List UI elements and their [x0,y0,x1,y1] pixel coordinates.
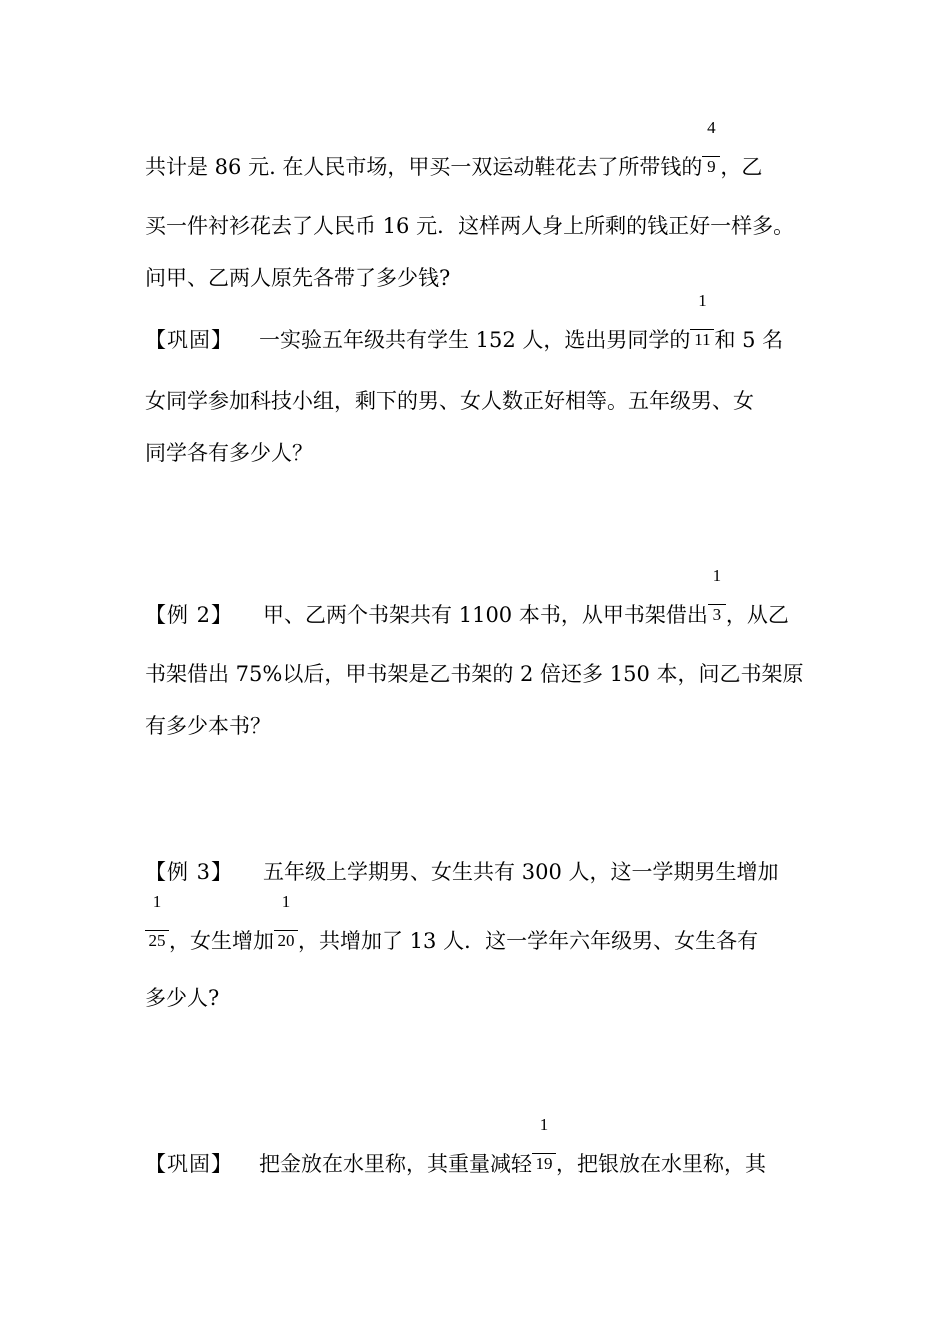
p5-text-1b: ，把银放在水里称，其 [556,1152,766,1176]
fraction-numerator: 4 [707,118,716,137]
p2-line-1 [145,291,784,352]
p2-text-1b: 和 5 名 [714,328,784,352]
fraction-numerator: 1 [152,892,162,911]
example-tag: 【例 2】 [145,603,234,627]
fraction-1-20 [274,892,298,950]
p4-text-2b: ，共增加了 13 人．这一学年六年级男、女生各有 [298,929,759,953]
p2-line-2: 女同学参加科技小组，剩下的男、女人数正好相等。五年级男、女 [145,389,754,413]
p2-line-3: 同学各有多少人？ [145,441,313,465]
fraction-1-3 [708,566,726,624]
fraction-numerator: 1 [698,291,707,310]
p4-line-1 [145,862,778,883]
p4-line-3: 多少人? [145,986,220,1010]
p1-line-2: 买一件衬衫花去了人民币 16 元．这样两人身上所剩的钱正好一样多。 [145,214,795,238]
fraction-denominator: 11 [694,330,711,349]
p3-line-3: 有多少本书？ [145,714,271,738]
fraction-denominator: 25 [148,931,166,950]
p3-text-1a: 甲、乙两个书架共有 1100 本书，从甲书架借出 [263,603,708,627]
fraction-numerator: 1 [281,892,291,911]
p5-text-1a: 把金放在水里称，其重量减轻 [259,1152,532,1176]
p2-text-1a: 一实验五年级共有学生 152 人，选出男同学的 [259,328,691,352]
fraction-denominator: 19 [535,1154,553,1173]
fraction-denominator: 20 [277,931,295,950]
fraction-1-25 [145,892,169,950]
p4-text-2a: ，女生增加 [169,929,274,953]
p5-line-1 [145,1115,766,1176]
p3-text-1b: ，从乙 [725,603,789,627]
fraction-denominator: 3 [712,605,722,624]
fraction-1-11 [690,291,714,349]
p4-text-1: 五年级上学期男、女生共有 300 人，这一学期男生增加 [263,860,779,884]
exercise-tag: 【巩固】 [145,328,233,352]
p3-line-2: 书架借出 75%以后，甲书架是乙书架的 2 倍还多 150 本，问乙书架原 [145,662,804,686]
example-tag: 【例 3】 [145,860,234,884]
p1-text-1a: 共计是 86 元. 在人民市场，甲买一双运动鞋花去了所带钱的 [145,155,703,179]
fraction-denominator: 9 [707,157,716,176]
fraction-numerator: 1 [712,566,722,585]
p1-line-1 [145,118,763,179]
fraction-numerator: 1 [539,1115,549,1134]
p1-line-3: 问甲、乙两人原先各带了多少钱? [145,266,451,290]
p1-text-1b: ，乙 [720,155,763,179]
fraction-4-9 [702,118,720,176]
fraction-1-19 [532,1115,556,1173]
exercise-tag: 【巩固】 [145,1152,233,1176]
p3-line-1 [145,566,789,627]
p4-line-2 [145,892,759,953]
